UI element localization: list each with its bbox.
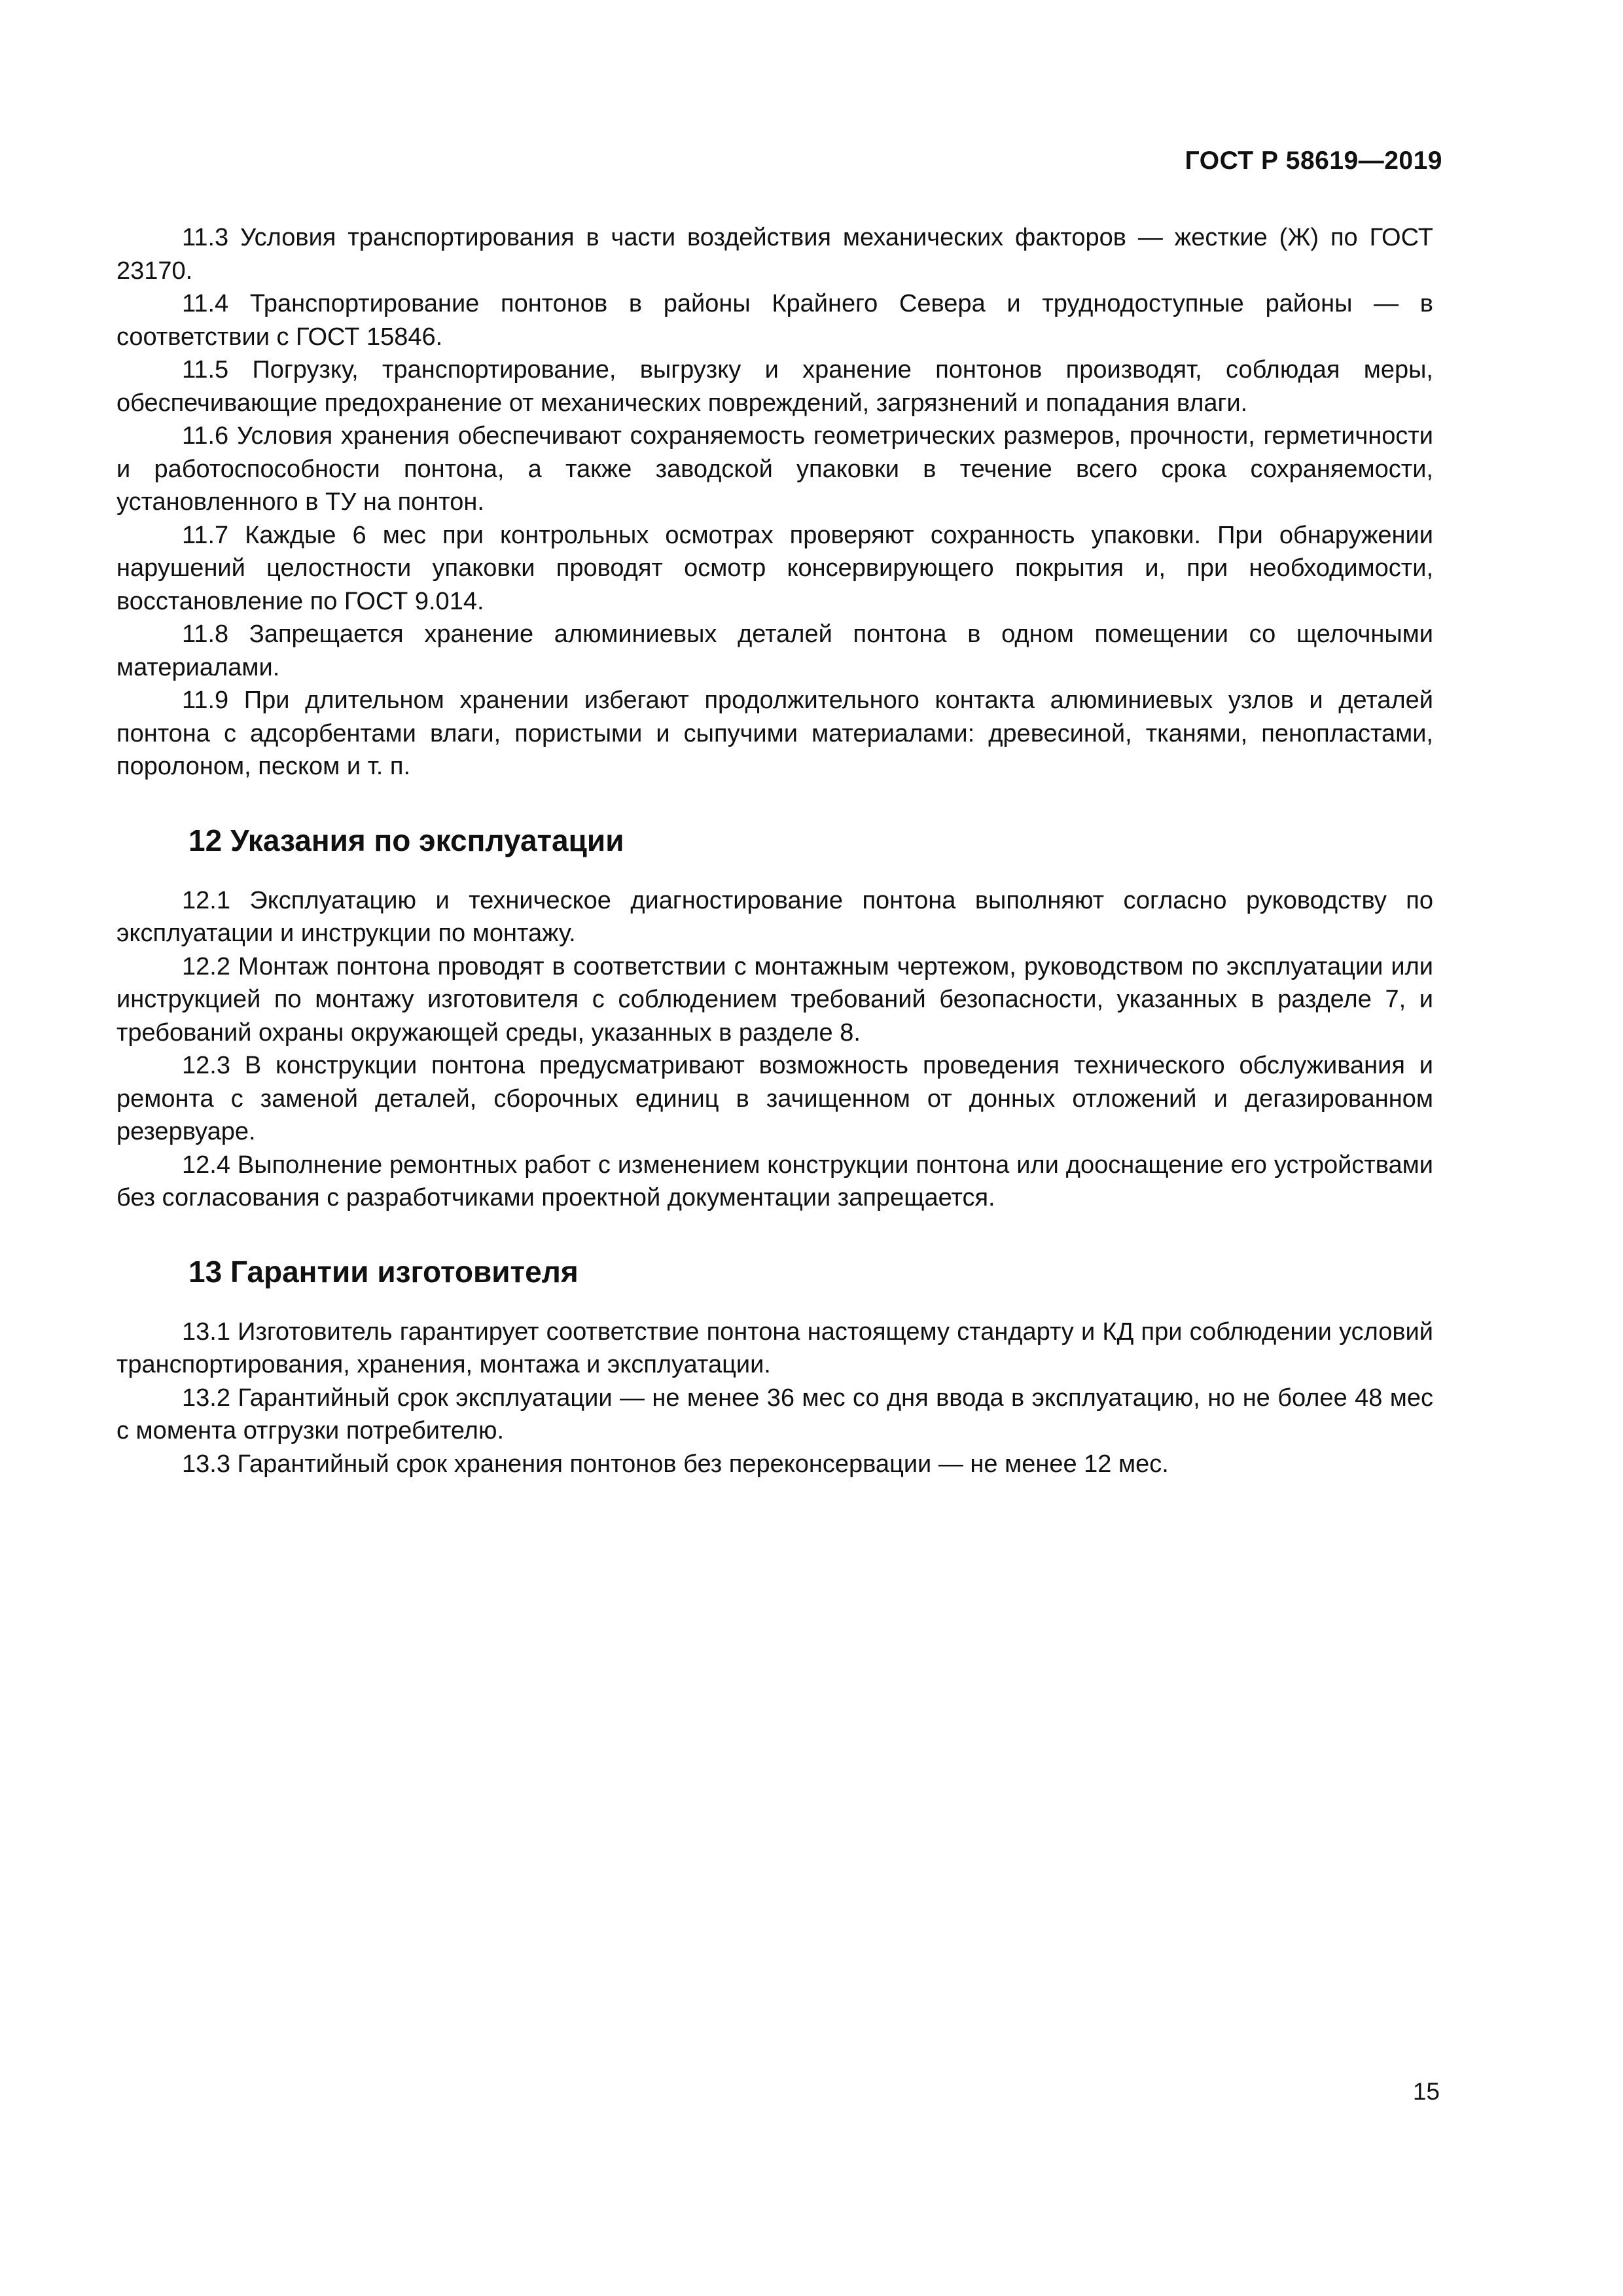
paragraph-11-8: 11.8 Запрещается хранение алюминиевых деталей понтона в одном помещении со щелочными материалами. (116, 620, 1433, 681)
paragraph-11-7: 11.7 Каждые 6 мес при контрольных осмотрах проверяют сохранность упаковки. При обнаружении нарушений целостности упаковки проводят осмотр консервирующего покрытия и, при необходимости, восстановление по ГОСТ 9.014. (116, 521, 1433, 615)
paragraph-11-4: 11.4 Транспортирование понтонов в районы Крайнего Севера и труднодоступные районы — в соответствии с ГОСТ 15846. (116, 290, 1433, 351)
document-body (116, 221, 1433, 1480)
paragraph-13-2: 13.2 Гарантийный срок эксплуатации — не менее 36 мес со дня ввода в эксплуатацию, но не более 48 мес с момента отгрузки потребителю. (116, 1384, 1433, 1444)
paragraph-13-1: 13.1 Изготовитель гарантирует соответствие понтона настоящему стандарту и КД при соблюдении условий транспортирования, хранения, монтажа и эксплуатации. (116, 1318, 1433, 1378)
paragraph-11-9: 11.9 При длительном хранении избегают продолжительного контакта алюминиевых узлов и деталей понтона с адсорбентами влаги, пористыми и сыпучими материалами: древесиной, тканями, пенопластами, поролоном, песком и т. п. (116, 687, 1433, 780)
paragraph-12-4: 12.4 Выполнение ремонтных работ с изменением конструкции понтона или дооснащение его устройствами без согласования с разработчиками проектной документации запрещается. (116, 1151, 1433, 1211)
paragraph-12-3: 12.3 В конструкции понтона предусматривают возможность проведения технического обслуживания и ремонта с заменой деталей, сборочных единиц в зачищенном от донных отложений и дегазированном резервуаре. (116, 1052, 1433, 1145)
section-12-title: 12 Указания по эксплуатации (188, 823, 624, 857)
paragraph-12-2: 12.2 Монтаж понтона проводят в соответствии с монтажным чертежом, руководством по эксплуатации или инструкцией по монтажу изготовителя с соблюдением требований безопасности, указанных в разделе 7, и требований охраны окружающей среды, указанных в разделе 8. (116, 952, 1433, 1047)
section-13-title: 13 Гарантии изготовителя (188, 1254, 579, 1289)
paragraph-11-5: 11.5 Погрузку, транспортирование, выгрузку и хранение понтонов производят, соблюдая меры, обеспечивающие предохранение от механических повреждений, загрязнений и попадания влаги. (116, 356, 1433, 417)
paragraph-11-6: 11.6 Условия хранения обеспечивают сохраняемость геометрических размеров, прочности, герметичности и работоспособности понтона, а также заводской упаковки в течение всего срока сохраняемости, установленного в ТУ на понтон. (116, 422, 1433, 516)
paragraph-13-3: 13.3 Гарантийный срок хранения понтонов без переконсервации — не менее 12 мес. (182, 1450, 1169, 1478)
document-code: ГОСТ Р 58619—2019 (1185, 147, 1442, 175)
paragraph-11-3: 11.3 Условия транспортирования в части воздействия механических факторов — жесткие (Ж) по ГОСТ 23170. (116, 224, 1433, 285)
paragraph-12-1: 12.1 Эксплуатацию и техническое диагностирование понтона выполняют согласно руководству по эксплуатации и инструкции по монтажу. (116, 886, 1433, 947)
page-number: 15 (1412, 2078, 1440, 2105)
